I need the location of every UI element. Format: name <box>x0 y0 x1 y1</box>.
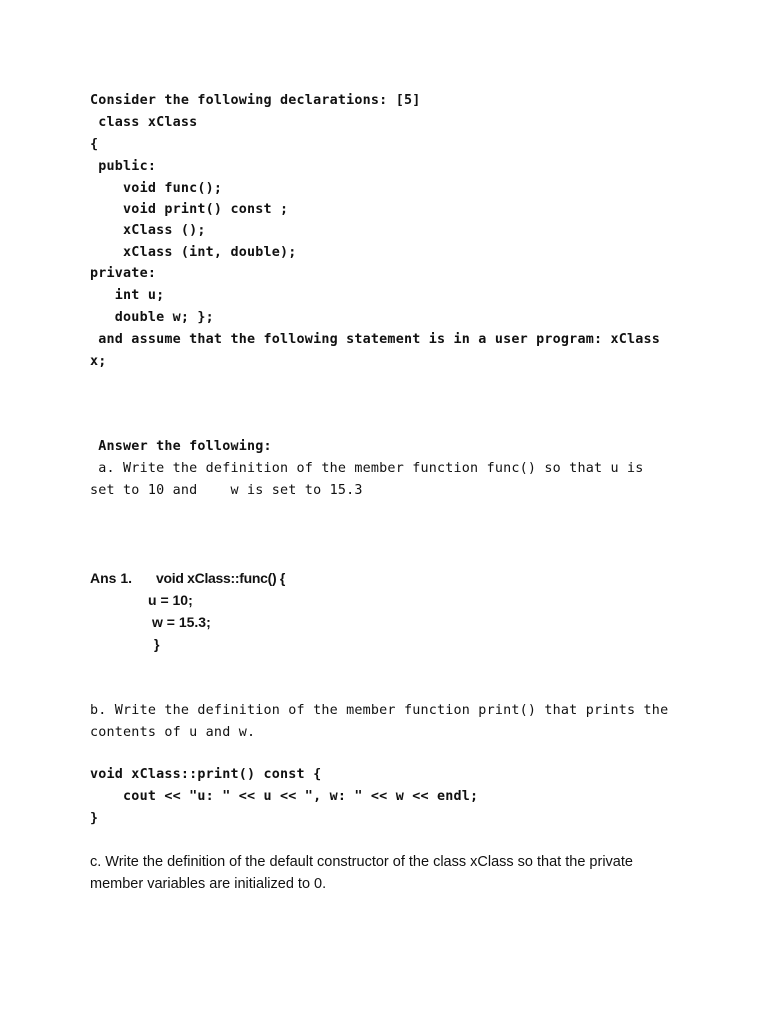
code-line: public: <box>90 159 157 174</box>
part-a-question: a. Write the definition of the member function func() so that u is <box>90 461 644 476</box>
answer-1-closing: } <box>154 636 160 652</box>
code-line: void print() const ; <box>90 202 289 217</box>
answer-prompt: Answer the following: <box>90 439 272 454</box>
answer-1-line-u: u = 10; <box>148 592 193 608</box>
part-b-code-line: cout << "u: " << u << ", w: " << w << endl; <box>90 789 479 804</box>
answer-1-line-w: w = 15.3; <box>152 614 211 630</box>
part-b-question: b. Write the definition of the member function print() that prints the <box>90 703 669 718</box>
part-b-code-line: void xClass::print() const { <box>90 767 322 782</box>
part-c-question: c. Write the definition of the default constructor of the class xClass so that the private <box>90 854 633 870</box>
part-c-question-cont: member variables are initialized to 0. <box>90 876 327 892</box>
code-line: xClass (); <box>90 223 206 238</box>
part-b-code-line: } <box>90 811 99 826</box>
code-line: double w; }; <box>90 310 214 325</box>
assume-statement-cont: x; <box>90 354 107 369</box>
part-a-question-cont: set to 10 and w is set to 15.3 <box>90 483 363 498</box>
code-line: class xClass <box>90 115 198 130</box>
answer-1-code-header: void xClass::func() { <box>156 570 286 586</box>
code-line: private: <box>90 266 157 281</box>
code-line: int u; <box>90 288 165 303</box>
part-b-question-cont: contents of u and w. <box>90 725 256 740</box>
answer-1-label: Ans 1. <box>90 570 133 586</box>
assume-statement: and assume that the following statement is in a user program: xClass <box>90 332 661 347</box>
code-line: xClass (int, double); <box>90 245 297 260</box>
question-intro: Consider the following declarations: [5] <box>90 93 421 108</box>
code-line: void func(); <box>90 181 223 196</box>
code-line: { <box>90 137 99 152</box>
